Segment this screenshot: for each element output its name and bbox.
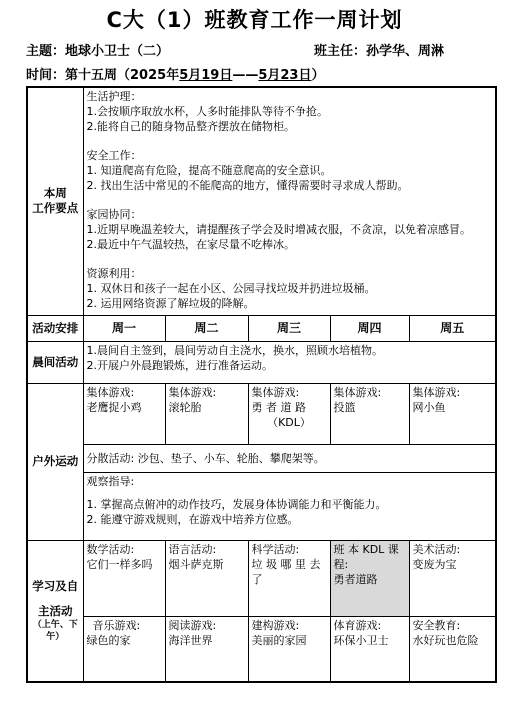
study-mon-1 [83, 540, 165, 616]
teacher-value: 孙学华、周淋 [366, 44, 445, 59]
activity-label: 体育游戏: [333, 618, 382, 632]
study-row-2 [27, 616, 496, 682]
activity-name: 海洋世界 [168, 633, 213, 647]
outdoor-game-thu [330, 383, 409, 444]
activity-name: 垃 圾 哪 里 去了 [251, 557, 321, 586]
outdoor-game-tue [165, 383, 248, 444]
activity-label: 数学活动: [86, 542, 135, 556]
study-row-1 [27, 540, 496, 616]
life-item: 2.能将自己的随身物品整齐摆放在储物柜。 [86, 120, 295, 133]
game-name: 勇 者 道 路 [251, 400, 306, 414]
activity-name: 环保小卫士 [333, 633, 389, 647]
theme-line [26, 40, 169, 59]
game-label: 集体游戏: [251, 385, 300, 399]
activity-name: 勇者道路 [333, 572, 378, 586]
study-fri-2 [409, 616, 496, 682]
schedule-row [27, 315, 496, 341]
study-tue-1 [165, 540, 248, 616]
activity-label: 音乐游戏: [92, 618, 141, 632]
theme-label: 主题： [26, 44, 66, 59]
time-start-month: 5月 [179, 68, 202, 83]
game-name: 网小鱼 [412, 400, 446, 414]
activity-name: 它们一样多吗 [86, 557, 153, 571]
safety-item: 2. 找出生活中常见的不能爬高的地方，懂得需要时寻求成人帮助。 [86, 179, 409, 192]
game-label: 集体游戏: [86, 385, 135, 399]
outdoor-group: 分散活动: 沙包、垫子、小车、轮胎、攀爬架等。 [83, 444, 496, 472]
game-label: 集体游戏: [333, 385, 382, 399]
time-end-day: 23日 [280, 68, 312, 83]
schedule-head: 活动安排 [27, 315, 83, 341]
game-extra: （KDL） [267, 415, 311, 429]
morning-row [27, 341, 496, 383]
study-wed-1 [248, 540, 330, 616]
morning-item: 1.晨间自主签到，晨间劳动自主浇水，换水，照顾水培植物。 [86, 343, 383, 357]
focus-head-line1: 本周 [43, 186, 67, 201]
resource-item: 2. 运用网络资源了解垃圾的降解。 [86, 297, 255, 310]
weekly-plan-table [26, 86, 497, 683]
activity-name: 烟斗萨克斯 [168, 557, 224, 571]
focus-head [27, 87, 83, 315]
activity-name: 水好玩也危险 [412, 633, 479, 647]
teacher-line [314, 40, 444, 59]
activity-label: 阅读游戏: [168, 618, 217, 632]
game-name: 滚轮胎 [168, 400, 202, 414]
morning-head: 晨间活动 [27, 341, 83, 383]
family-item: 2.最近中午气温较热，在家尽量不吃棒冰。 [86, 238, 295, 251]
game-name: 老鹰捉小鸡 [86, 400, 142, 414]
focus-row [27, 87, 496, 315]
page-title: C大（1）班教育工作一周计划 [106, 8, 403, 32]
safety-item: 1. 知道爬高有危险，提高不随意爬高的安全意识。 [86, 164, 332, 177]
study-thu-1 [330, 540, 409, 616]
outdoor-guide [83, 472, 496, 540]
resource-title: 资源利用： [86, 267, 142, 280]
time-week: 第十五周（2025年 [65, 68, 180, 83]
life-title: 生活护理： [86, 90, 142, 103]
outdoor-game-wed [248, 383, 330, 444]
game-label: 集体游戏: [168, 385, 217, 399]
guide-item: 1. 掌握高点俯冲的动作技巧，发展身体协调能力和平衡能力。 [86, 497, 387, 511]
time-line [26, 64, 325, 83]
study-tue-2 [165, 616, 248, 682]
family-item: 1.近期早晚温差较大，请提醒孩子学会及时增减衣服，不贪凉，以免着凉感冒。 [86, 223, 471, 236]
resource-item: 1. 双休日和孩子一起在小区、公园寻找垃圾并扔进垃圾桶。 [86, 282, 376, 295]
life-item: 1.会按顺序取放水杯，人多时能排队等待不争抢。 [86, 105, 328, 118]
study-head-line2: 主活动 [38, 603, 73, 618]
time-end-month: 5月 [258, 68, 281, 83]
day-tue: 周二 [165, 315, 248, 341]
day-thu: 周四 [330, 315, 409, 341]
activity-label: 班 本 KDL 课程: [333, 542, 399, 571]
study-wed-2 [248, 616, 330, 682]
time-label: 时间： [26, 68, 66, 83]
time-close: ） [311, 68, 325, 83]
morning-content [83, 341, 496, 383]
outdoor-head: 户外运动 [27, 383, 83, 540]
day-fri: 周五 [409, 315, 496, 341]
outdoor-game-mon [83, 383, 165, 444]
outdoor-games-row [27, 383, 496, 444]
outdoor-game-fri [409, 383, 496, 444]
guide-item: 2. 能遵守游戏规则，在游戏中培养方位感。 [86, 512, 299, 526]
time-sep: —— [232, 68, 259, 83]
family-title: 家园协同： [86, 208, 142, 221]
activity-label: 科学活动: [251, 542, 300, 556]
morning-item: 2.开展户外晨跑锻炼，进行准备运动。 [86, 358, 273, 372]
safety-title: 安全工作： [86, 149, 142, 162]
activity-label: 建构游戏: [251, 618, 300, 632]
focus-head-line2: 工作要点 [32, 201, 79, 216]
game-label: 集体游戏: [412, 385, 461, 399]
activity-label: 安全教育: [412, 618, 461, 632]
activity-label: 美术活动: [412, 542, 461, 556]
outdoor-group-row [27, 444, 496, 472]
game-name: 投篮 [333, 400, 356, 414]
guide-title: 观察指导: [86, 474, 135, 488]
study-head [27, 540, 83, 682]
study-mon-2 [83, 616, 165, 682]
activity-label: 语言活动: [168, 542, 217, 556]
study-head-line3: （上午、下午） [32, 619, 78, 642]
study-fri-1 [409, 540, 496, 616]
day-mon: 周一 [83, 315, 165, 341]
theme-value: 地球小卫士（二） [65, 44, 170, 59]
study-thu-2 [330, 616, 409, 682]
time-start-day: 19日 [201, 68, 233, 83]
outdoor-guide-row [27, 472, 496, 540]
activity-name: 变废为宝 [412, 557, 457, 571]
study-head-line1: 学习及自 [32, 578, 79, 593]
teacher-label: 班主任： [314, 44, 367, 59]
activity-name: 美丽的家园 [251, 633, 307, 647]
activity-name: 绿色的家 [86, 633, 131, 647]
focus-content [83, 87, 496, 315]
day-wed: 周三 [248, 315, 330, 341]
